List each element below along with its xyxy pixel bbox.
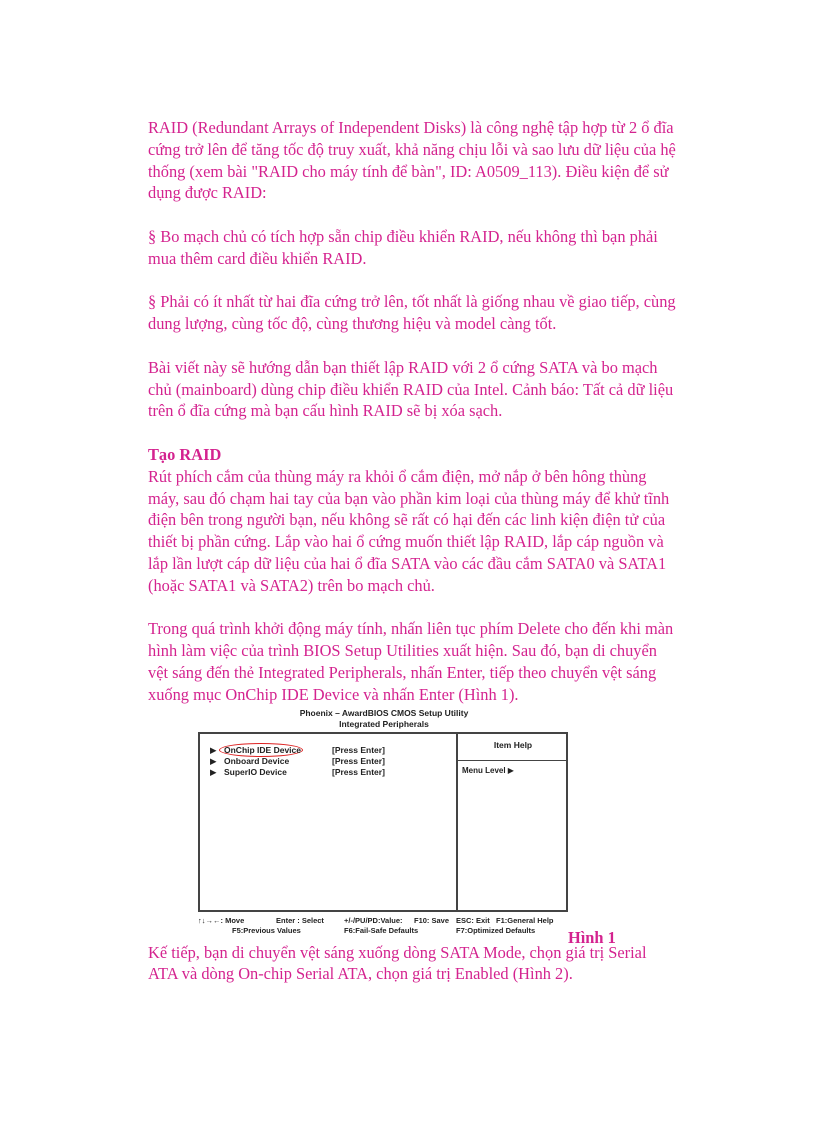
footer-save: F10: Save <box>414 915 450 925</box>
triangle-right-icon: ▶ <box>210 755 217 766</box>
footer-value: +/-/PU/PD:Value: <box>344 915 403 925</box>
paragraph-intro: RAID (Redundant Arrays of Independent Disks) là công nghệ tập hợp từ 2 ổ đĩa cứng trở lên để tăng tốc độ truy xuất, khả năng chịu lỗi và sao lưu dữ liệu của hệ thống (xem bài "RAID cho máy tính để bàn", ID: A0509_113). Điều kiện để sử dụng được RAID: <box>148 118 676 203</box>
bios-item-value: [Press Enter] <box>332 744 385 755</box>
document-body <box>148 117 678 985</box>
figure-1 <box>148 706 678 947</box>
paragraph-condition-2: § Phải có ít nhất từ hai đĩa cứng trở lên, tốt nhất là giống nhau về giao tiếp, cùng dung lượng, cùng tốc độ, cùng thương hiệu và model càng tốt. <box>148 292 676 334</box>
bios-item-onchip-ide[interactable] <box>210 744 385 756</box>
item-help-title: Item Help <box>493 739 533 750</box>
paragraph-sata-mode: Kế tiếp, bạn di chuyển vệt sáng xuống dòng SATA Mode, chọn giá trị Serial ATA và dòng On-chip Serial ATA, chọn giá trị Enabled (Hình 2). <box>148 942 647 984</box>
bios-item-label: OnChip IDE Device <box>224 744 301 755</box>
bios-panel <box>198 732 568 912</box>
bios-screenshot <box>198 706 570 938</box>
section-heading: Tạo RAID <box>148 444 222 464</box>
menu-level: Menu Level ▶ <box>462 765 514 775</box>
figure-caption: Hình 1 <box>568 927 616 947</box>
paragraph-hardware: Rút phích cắm của thùng máy ra khỏi ổ cắm điện, mở nắp ở bên hông thùng máy, sau đó chạm hai tay của bạn vào phần kim loại của thùng máy để khử tĩnh điện bên trong người bạn, nếu không sẽ rất có hại đến các linh kiện điện tử của thiết bị phần cứng. Lắp vào hai ổ cứng muốn thiết lập RAID, lắp cáp nguồn và lắp lần lượt cáp dữ liệu của hai ổ đĩa SATA vào các đầu cắm SATA0 và SATA1 (hoặc SATA1 và SATA2) trên bo mạch chủ. <box>148 466 670 595</box>
paragraph-bios: Trong quá trình khởi động máy tính, nhấn liên tục phím Delete cho đến khi màn hình làm việc của trình BIOS Setup Utilities xuất hiện. Sau đó, bạn di chuyển vệt sáng đến thẻ Integrated Peripherals, nhấn Enter, tiếp theo chuyển vệt sáng xuống mục OnChip IDE Device và nhấn Enter (Hình 1). <box>148 619 674 704</box>
triangle-right-icon: ▶ <box>210 766 217 777</box>
bios-item-label: Onboard Device <box>224 755 290 766</box>
bios-subtitle: Integrated Peripherals <box>339 718 429 729</box>
footer-select: Enter : Select <box>276 915 324 925</box>
bios-item-value: [Press Enter] <box>332 766 385 777</box>
bios-title: Phoenix – AwardBIOS CMOS Setup Utility <box>299 707 469 718</box>
footer-move: ↑↓→←: Move <box>198 915 245 925</box>
paragraph-guide: Bài viết này sẽ hướng dẫn bạn thiết lập RAID với 2 ổ cứng SATA và bo mạch chủ (mainboard) dùng chip điều khiển RAID của Intel. Cảnh báo: Tất cả dữ liệu trên ổ đĩa cứng mà bạn cấu hình RAID sẽ bị xóa sạch. <box>148 357 674 421</box>
footer-optimized: F7:Optimized Defaults <box>456 925 536 935</box>
bios-item-onboard[interactable] <box>210 755 385 767</box>
bios-help-separator <box>458 760 566 761</box>
footer-exit: ESC: Exit <box>456 915 490 925</box>
paragraph-condition-1: § Bo mạch chủ có tích hợp sẵn chip điều khiển RAID, nếu không thì bạn phải mua thêm card điều khiển RAID. <box>148 226 658 268</box>
footer-previous: F5:Previous Values <box>232 925 301 935</box>
triangle-right-icon: ▶ <box>210 744 217 755</box>
bios-item-superio[interactable] <box>210 766 385 778</box>
bios-item-label: SuperIO Device <box>224 766 287 777</box>
footer-help: F1:General Help <box>496 915 554 925</box>
footer-failsafe: F6:Fail-Safe Defaults <box>344 925 419 935</box>
bios-item-value: [Press Enter] <box>332 755 385 766</box>
